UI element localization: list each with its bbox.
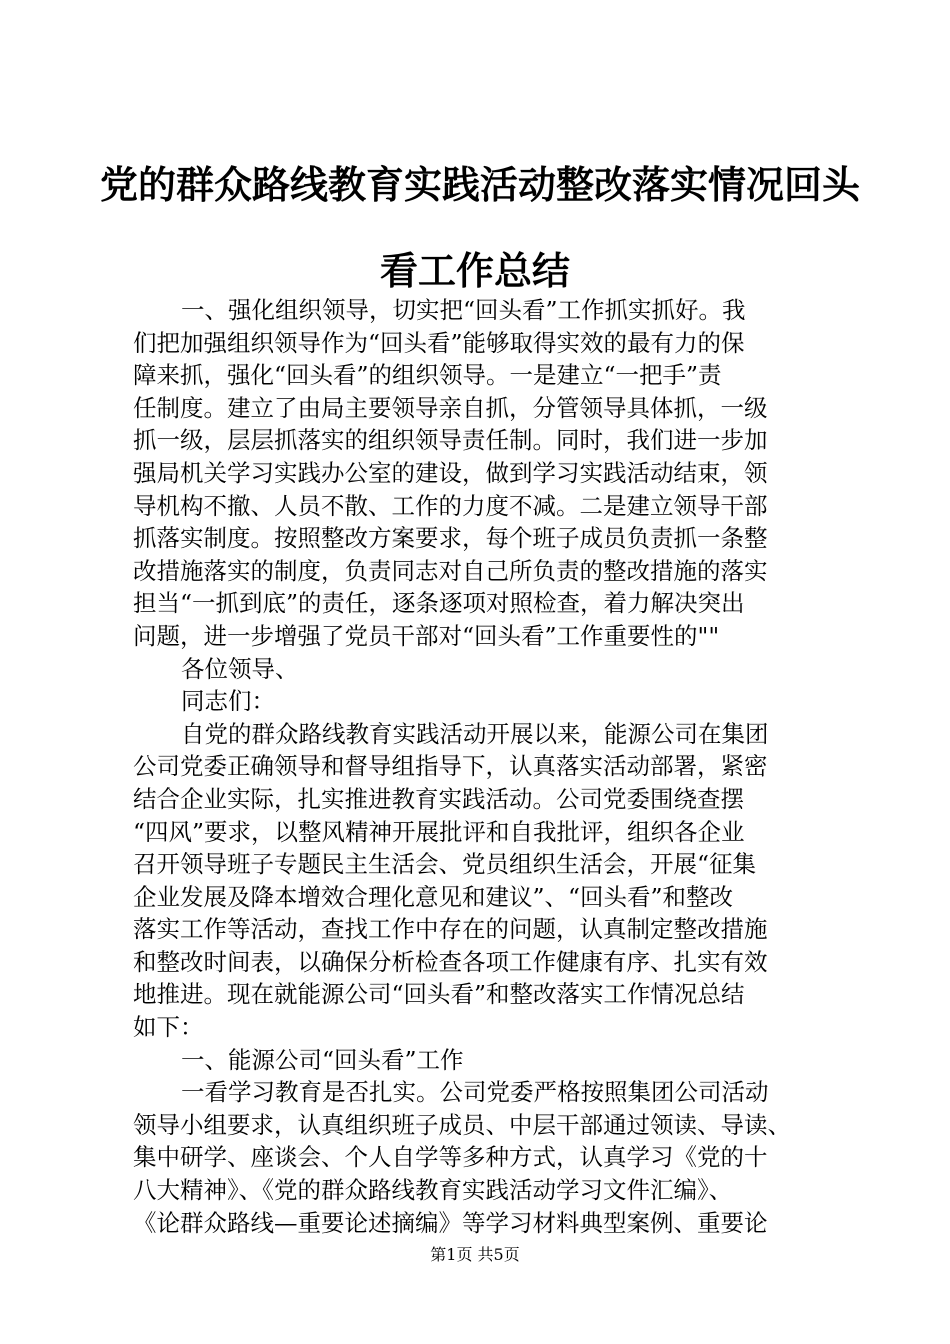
body-line: 集中研学、座谈会、个人自学等多种方式，认真学习《党的十: [133, 1143, 768, 1172]
body-line: 企业发展及降本增效合理化意见和建议”、“回头看”和整改: [133, 882, 734, 911]
body-line: 落实工作等活动，查找工作中存在的问题，认真制定整改措施: [133, 915, 768, 944]
body-line: 《论群众路线—重要论述摘编》等学习材料典型案例、重要论: [133, 1208, 768, 1237]
body-line: 任制度。建立了由局主要领导亲自抓，分管领导具体抓，一级: [133, 393, 768, 422]
salutation-line: 同志们：: [181, 687, 275, 716]
body-line: 地推进。现在就能源公司“回头看”和整改落实工作情况总结: [133, 980, 745, 1009]
body-line: 和整改时间表，以确保分析检查各项工作健康有序、扎实有效: [133, 947, 768, 976]
body-line: 担当“一抓到底”的责任，逐条逐项对照检查，着力解决突出: [133, 589, 745, 618]
body-line: 一看学习教育是否扎实。公司党委严格按照集团公司活动: [181, 1078, 769, 1107]
body-line: 改措施落实的制度，负责同志对自己所负责的整改措施的落实: [133, 556, 768, 585]
body-line: 公司党委正确领导和督导组指导下，认真落实活动部署，紧密: [133, 752, 768, 781]
title-line: 党的群众路线教育实践活动整改落实情况回头: [100, 162, 861, 207]
document-title: [100, 142, 861, 314]
title-line: 看工作总结: [379, 248, 570, 293]
document-body: [133, 294, 833, 1239]
salutation-line: 各位领导、: [181, 654, 299, 683]
body-line: 问题，进一步增强了党员干部对“回头看”工作重要性的"": [133, 621, 720, 650]
body-line: 召开领导班子专题民主生活会、党员组织生活会，开展“征集: [133, 850, 757, 879]
body-line: 强局机关学习实践办公室的建设，做到学习实践活动结束，领: [133, 458, 768, 487]
body-line: 八大精神》、《党的群众路线教育实践活动学习文件汇编》、: [133, 1176, 733, 1205]
body-line: 结合企业实际，扎实推进教育实践活动。公司党委围绕查摆: [133, 784, 744, 813]
body-line: 抓落实制度。按照整改方案要求，每个班子成员负责抓一条整: [133, 524, 768, 553]
body-line: 障来抓，强化“回头看”的组织领导。一是建立“一把手”责: [133, 361, 722, 390]
body-line: 导机构不撤、人员不散、工作的力度不减。二是建立领导干部: [133, 491, 768, 520]
section-heading: 一、能源公司“回头看”工作: [181, 1045, 464, 1074]
body-line: 一、强化组织领导，切实把“回头看”工作抓实抓好。我: [181, 296, 746, 324]
body-line: 自党的群众路线教育实践活动开展以来，能源公司在集团: [181, 719, 769, 748]
body-line: “四风”要求，以整风精神开展批评和自我批评，组织各企业: [133, 817, 745, 846]
body-line: 抓一级，层层抓落实的组织领导责任制。同时，我们进一步加: [133, 426, 768, 455]
body-line: 如下：: [133, 1013, 204, 1042]
body-line: 们把加强组织领导作为“回头看”能够取得实效的最有力的保: [133, 328, 745, 357]
body-line: 领导小组要求，认真组织班子成员、中层干部通过领读、导读、: [133, 1110, 791, 1139]
page-footer: 第1页 共5页: [430, 1245, 520, 1264]
